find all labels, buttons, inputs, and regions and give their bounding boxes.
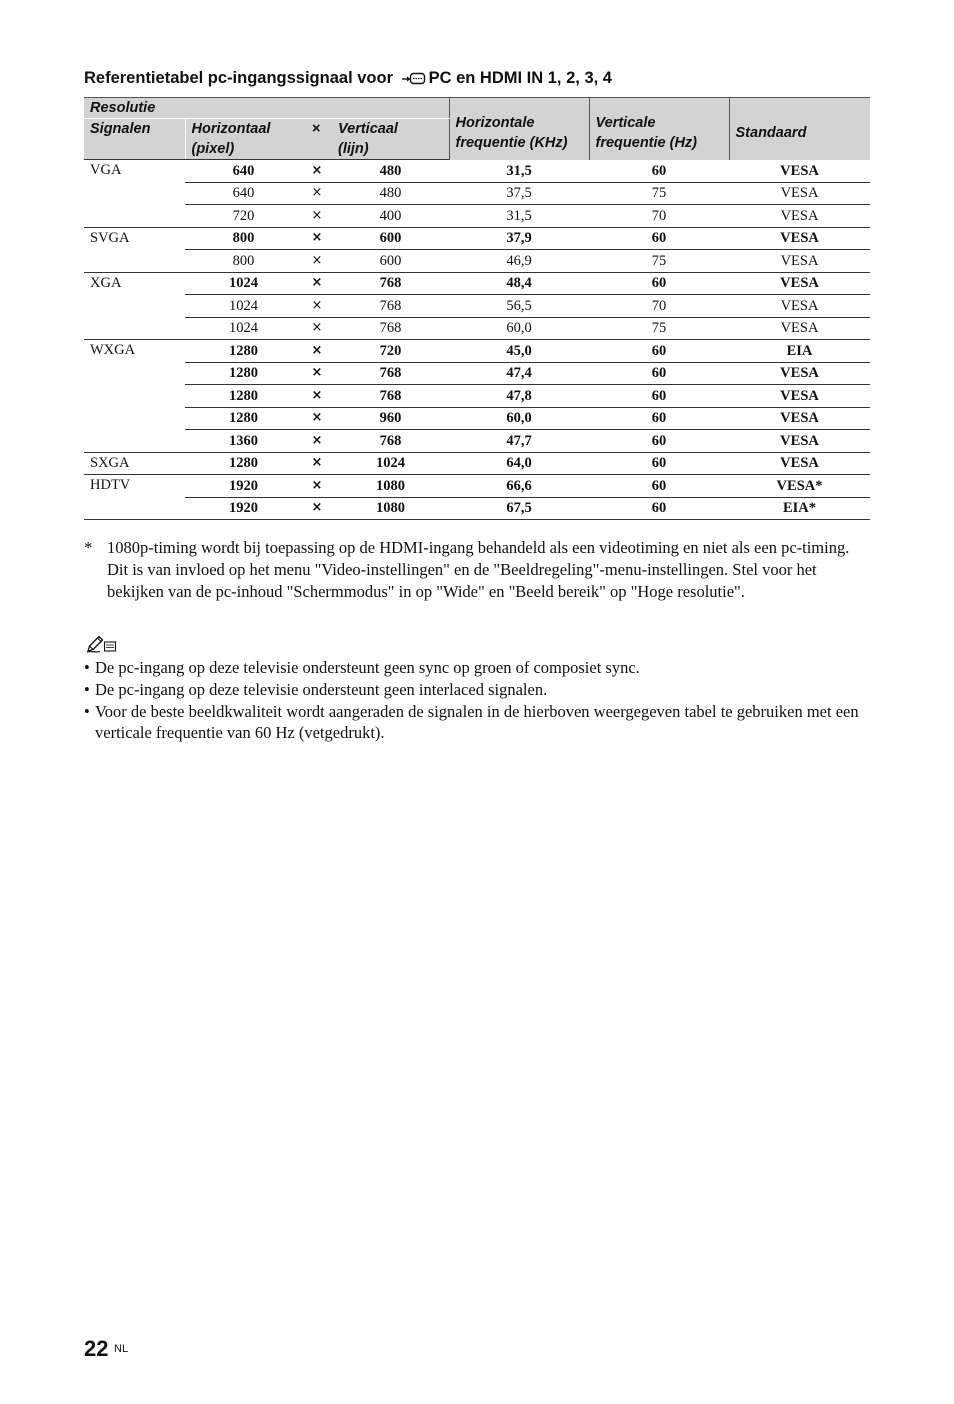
- cell-horizontal: 1280: [185, 452, 302, 475]
- cell-vertical: 960: [332, 407, 449, 430]
- header-vfreq-line1: Verticale: [595, 114, 656, 131]
- cell-hfreq: 67,5: [449, 497, 589, 520]
- cell-hfreq: 46,9: [449, 250, 589, 273]
- table-row: [84, 205, 870, 228]
- header-verticaal-line1: Verticaal: [338, 121, 398, 137]
- cell-horizontal: 1280: [185, 362, 302, 385]
- cell-signal: XGA: [84, 272, 185, 340]
- table-row: [84, 497, 870, 520]
- bullet-icon: •: [84, 701, 90, 721]
- header-vertical-frequency: [589, 98, 729, 160]
- cell-hfreq: 37,5: [449, 182, 589, 205]
- cell-vfreq: 60: [589, 227, 729, 250]
- cell-times: ×: [302, 317, 332, 340]
- cell-vertical: 768: [332, 362, 449, 385]
- cell-hfreq: 31,5: [449, 205, 589, 228]
- bullet-icon: •: [84, 679, 90, 699]
- cell-times: ×: [302, 295, 332, 318]
- cell-horizontal: 1280: [185, 407, 302, 430]
- cell-standard: VESA: [729, 385, 870, 408]
- cell-times: ×: [302, 497, 332, 520]
- cell-hfreq: 45,0: [449, 340, 589, 363]
- cell-vfreq: 70: [589, 295, 729, 318]
- page-language: NL: [114, 1343, 129, 1355]
- heading-suffix: PC en HDMI IN 1, 2, 3, 4: [428, 69, 612, 87]
- cell-times: ×: [302, 452, 332, 475]
- header-verticaal: [332, 119, 449, 160]
- table-row: [84, 160, 870, 183]
- cell-vfreq: 60: [589, 475, 729, 498]
- cell-vertical: 1024: [332, 452, 449, 475]
- cell-times: ×: [302, 362, 332, 385]
- table-row: [84, 250, 870, 273]
- cell-vertical: 768: [332, 317, 449, 340]
- header-verticaal-line2: (lijn): [338, 141, 369, 157]
- pc-input-icon: [402, 70, 428, 91]
- note-text: De pc-ingang op deze televisie ondersteunt geen interlaced signalen.: [95, 679, 548, 699]
- cell-vfreq: 60: [589, 497, 729, 520]
- header-resolutie: Resolutie: [84, 98, 449, 119]
- footnote-marker: *: [84, 538, 93, 557]
- cell-standard: VESA: [729, 407, 870, 430]
- table-row: [84, 272, 870, 295]
- cell-hfreq: 31,5: [449, 160, 589, 183]
- cell-vfreq: 75: [589, 317, 729, 340]
- cell-standard: VESA: [729, 160, 870, 183]
- cell-horizontal: 1280: [185, 340, 302, 363]
- cell-hfreq: 60,0: [449, 317, 589, 340]
- cell-vertical: 1080: [332, 497, 449, 520]
- table-row: [84, 182, 870, 205]
- table-body: [84, 160, 870, 520]
- cell-hfreq: 37,9: [449, 227, 589, 250]
- cell-standard: EIA*: [729, 497, 870, 520]
- table-row: [84, 227, 870, 250]
- cell-hfreq: 64,0: [449, 452, 589, 475]
- cell-horizontal: 800: [185, 250, 302, 273]
- note-text: Voor de beste beeldkwaliteit wordt aangeraden de signalen in de hierboven weergegeven tabel te gebruiken met een verticale frequentie van 60 Hz (vetgedrukt).: [95, 701, 859, 743]
- cell-times: ×: [302, 160, 332, 183]
- footnote: [84, 537, 874, 602]
- header-signalen: Signalen: [84, 119, 185, 160]
- cell-horizontal: 640: [185, 182, 302, 205]
- cell-standard: EIA: [729, 340, 870, 363]
- cell-horizontal: 800: [185, 227, 302, 250]
- table-row: [84, 430, 870, 453]
- cell-times: ×: [302, 272, 332, 295]
- bullet-icon: •: [84, 658, 90, 677]
- cell-vfreq: 60: [589, 452, 729, 475]
- note-item: [84, 679, 874, 701]
- pencil-note-icon: [86, 634, 118, 659]
- table-row: [84, 295, 870, 318]
- section-heading: [84, 69, 612, 91]
- cell-times: ×: [302, 250, 332, 273]
- page-number: 22: [84, 1336, 109, 1361]
- cell-hfreq: 60,0: [449, 407, 589, 430]
- cell-vertical: 768: [332, 295, 449, 318]
- cell-horizontal: 1024: [185, 317, 302, 340]
- header-hfreq-line1: Horizontale: [455, 114, 535, 131]
- cell-vfreq: 60: [589, 385, 729, 408]
- cell-signal: SXGA: [84, 452, 185, 475]
- cell-times: ×: [302, 182, 332, 205]
- cell-times: ×: [302, 205, 332, 228]
- cell-hfreq: 47,4: [449, 362, 589, 385]
- cell-standard: VESA: [729, 362, 870, 385]
- cell-vfreq: 60: [589, 272, 729, 295]
- cell-standard: VESA: [729, 205, 870, 228]
- cell-standard: VESA: [729, 430, 870, 453]
- header-hfreq-line2: frequentie (KHz): [455, 134, 568, 151]
- cell-times: ×: [302, 340, 332, 363]
- cell-hfreq: 47,7: [449, 430, 589, 453]
- cell-times: ×: [302, 227, 332, 250]
- cell-vertical: 400: [332, 205, 449, 228]
- cell-times: ×: [302, 475, 332, 498]
- table-row: [84, 475, 870, 498]
- table-row: [84, 317, 870, 340]
- cell-times: ×: [302, 385, 332, 408]
- cell-hfreq: 48,4: [449, 272, 589, 295]
- cell-standard: VESA: [729, 250, 870, 273]
- table-row: [84, 407, 870, 430]
- table-row: [84, 452, 870, 475]
- header-horizontal-frequency: [449, 98, 589, 160]
- cell-horizontal: 1024: [185, 272, 302, 295]
- header-vfreq-line2: frequentie (Hz): [595, 134, 698, 151]
- cell-standard: VESA: [729, 182, 870, 205]
- heading-prefix: Referentietabel pc-ingangssignaal voor: [84, 69, 398, 87]
- cell-vfreq: 60: [589, 362, 729, 385]
- cell-standard: VESA*: [729, 475, 870, 498]
- cell-standard: VESA: [729, 272, 870, 295]
- table-row: [84, 340, 870, 363]
- table-row: [84, 362, 870, 385]
- note-text: De pc-ingang op deze televisie ondersteunt geen sync op groen of composiet sync.: [95, 658, 640, 677]
- cell-horizontal: 1920: [185, 475, 302, 498]
- cell-horizontal: 1360: [185, 430, 302, 453]
- cell-standard: VESA: [729, 227, 870, 250]
- cell-vfreq: 60: [589, 407, 729, 430]
- cell-vertical: 768: [332, 272, 449, 295]
- cell-hfreq: 47,8: [449, 385, 589, 408]
- table-row: [84, 385, 870, 408]
- cell-horizontal: 1280: [185, 385, 302, 408]
- header-times-sign: ×: [302, 119, 332, 160]
- cell-vertical: 600: [332, 250, 449, 273]
- cell-vfreq: 75: [589, 250, 729, 273]
- cell-standard: VESA: [729, 452, 870, 475]
- signal-reference-table: [84, 97, 870, 520]
- cell-horizontal: 720: [185, 205, 302, 228]
- note-item: [84, 701, 874, 745]
- notes-list: [84, 657, 874, 744]
- cell-vertical: 480: [332, 160, 449, 183]
- cell-signal: VGA: [84, 160, 185, 228]
- cell-signal: WXGA: [84, 340, 185, 453]
- cell-hfreq: 56,5: [449, 295, 589, 318]
- cell-vfreq: 60: [589, 430, 729, 453]
- header-standaard: Standaard: [729, 98, 870, 160]
- cell-vertical: 1080: [332, 475, 449, 498]
- cell-vfreq: 60: [589, 160, 729, 183]
- cell-vfreq: 70: [589, 205, 729, 228]
- cell-signal: SVGA: [84, 227, 185, 272]
- header-horizontaal-line2: (pixel): [191, 141, 235, 157]
- cell-vfreq: 60: [589, 340, 729, 363]
- cell-times: ×: [302, 407, 332, 430]
- cell-times: ×: [302, 430, 332, 453]
- footnote-text: 1080p-timing wordt bij toepassing op de HDMI-ingang behandeld als een videotiming en niet als een pc-timing. Dit is van invloed op het menu "Video-instellingen" en de "Beeldregeling"-menu-instellingen. Stel voor het bekijken van de pc-inhoud "Schermmodus" in op "Wide" en "Beeld bereik" op "Hoge resolutie".: [107, 538, 850, 601]
- cell-standard: VESA: [729, 317, 870, 340]
- cell-vertical: 480: [332, 182, 449, 205]
- cell-vertical: 768: [332, 385, 449, 408]
- cell-horizontal: 1920: [185, 497, 302, 520]
- cell-vertical: 768: [332, 430, 449, 453]
- cell-vertical: 720: [332, 340, 449, 363]
- header-horizontaal-line1: Horizontaal: [191, 121, 271, 137]
- cell-horizontal: 640: [185, 160, 302, 183]
- cell-vertical: 600: [332, 227, 449, 250]
- cell-horizontal: 1024: [185, 295, 302, 318]
- cell-vfreq: 75: [589, 182, 729, 205]
- header-horizontaal: [185, 119, 302, 160]
- note-item: [84, 657, 874, 679]
- cell-signal: HDTV: [84, 475, 185, 520]
- cell-standard: VESA: [729, 295, 870, 318]
- cell-hfreq: 66,6: [449, 475, 589, 498]
